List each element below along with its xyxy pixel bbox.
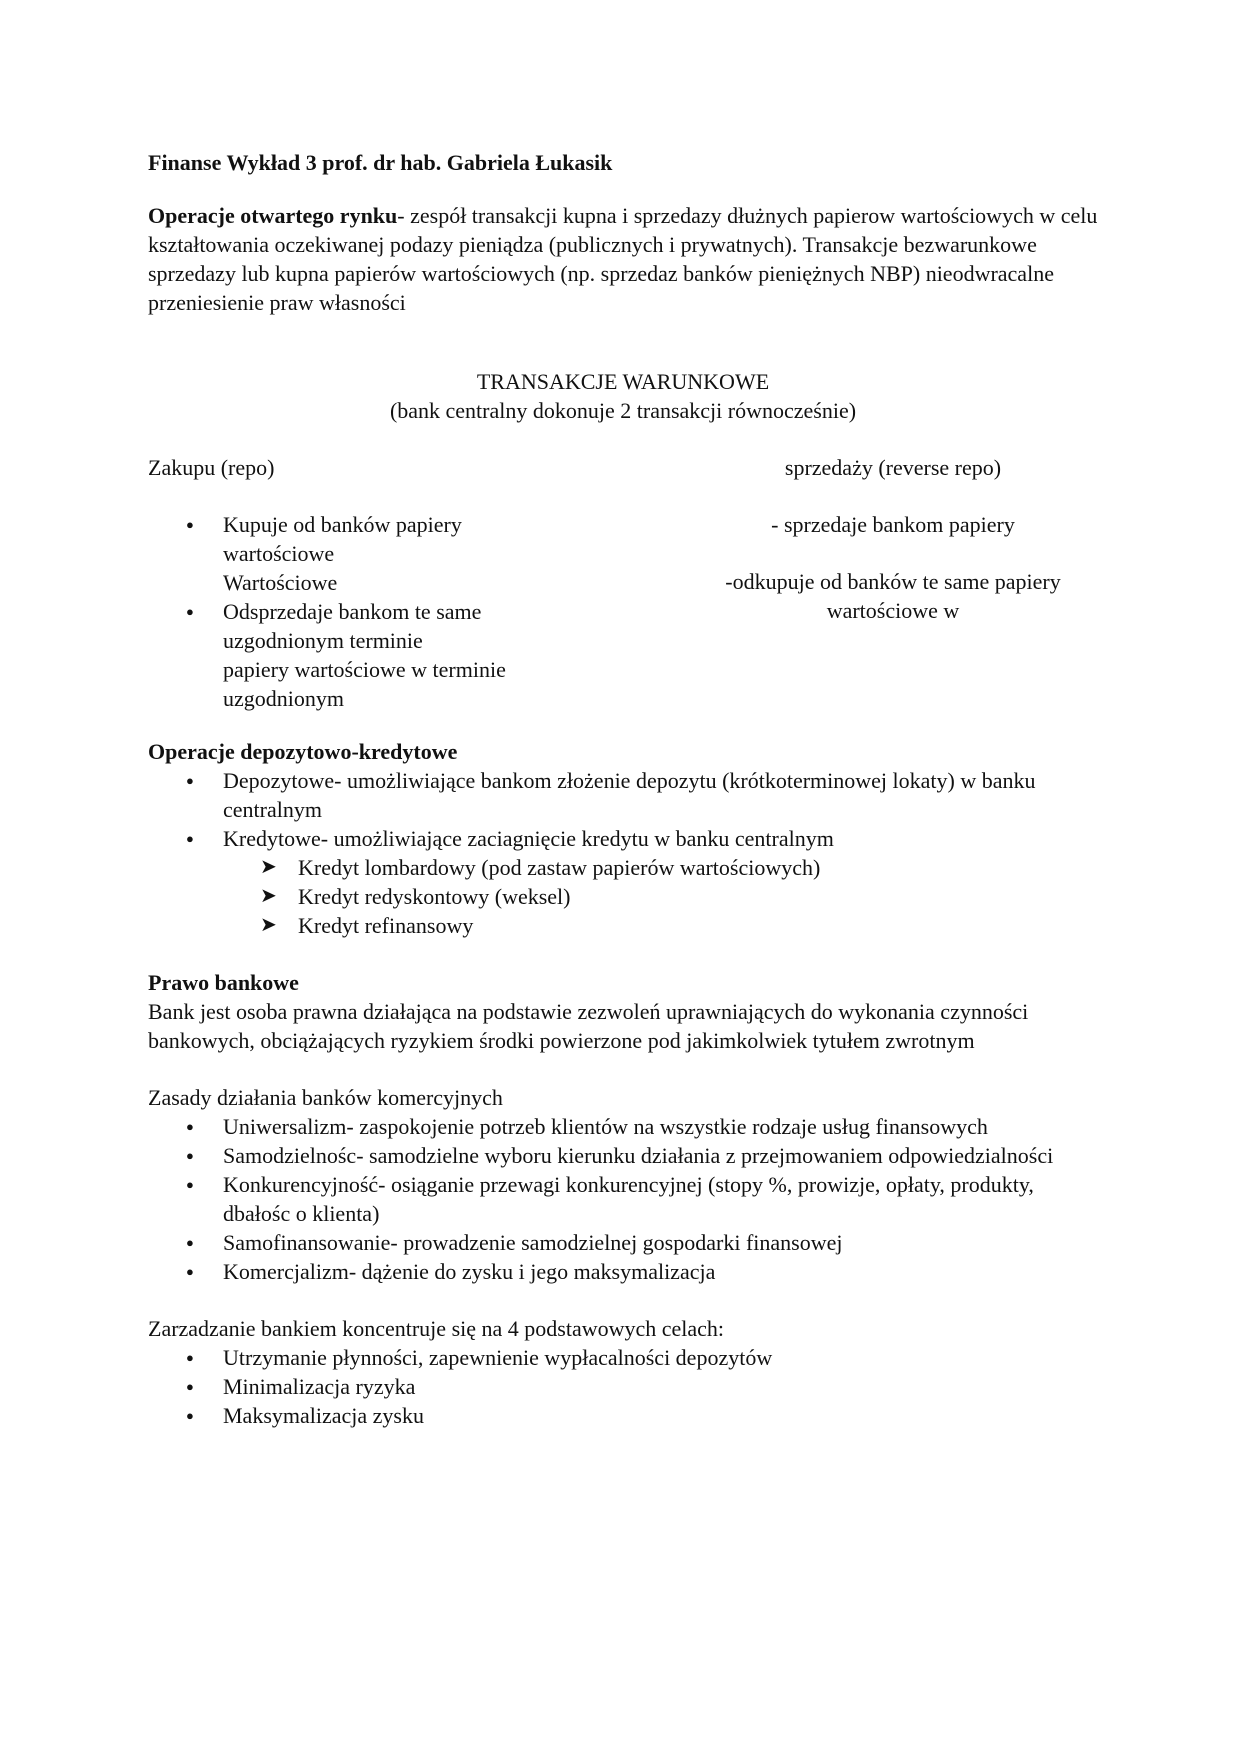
management-list [148,1343,1098,1430]
list-item: ● Odsprzedaje bankom te same uzgodnionym terminie papiery wartościowe w terminie uzgodnionym [148,597,568,713]
list-item: ● Utrzymanie płynności, zapewnienie wypłacalności depozytów [148,1343,1098,1372]
deposit-credit-list [148,766,1098,853]
conditional-subheading: (bank centralny dokonuje 2 transakcji równocześnie) [389,398,857,423]
banking-law-heading: Prawo bankowe [148,970,299,995]
list-item: ● Minimalizacja ryzyka [148,1372,1098,1401]
list-item: ● Konkurencyjność- osiąganie przewagi konkurencyjnej (stopy %, prowizje, opłaty, produkty, dbałośc o klienta) [148,1170,1098,1228]
arrow-bullet-icon: ➤ [260,914,277,936]
arrow-bullet-icon: ➤ [260,885,277,907]
principles-intro: Zasady działania banków komercyjnych [148,1085,503,1110]
list-item: ● Kupuje od banków papiery wartościowe Wartościowe [148,510,568,597]
reverse-repo-line: - sprzedaje bankom papiery [771,512,1015,537]
open-market-term: Operacje otwartego rynku [148,203,398,228]
list-item: ● Kredytowe- umożliwiające zaciagnięcie kredytu w banku centralnym [148,824,1098,853]
credit-types-list [148,853,1098,940]
document-page [148,148,1098,1430]
list-item: ● Maksymalizacja zysku [148,1401,1098,1430]
list-item: ● Samofinansowanie- prowadzenie samodzielnej gospodarki finansowej [148,1228,1098,1257]
list-item: ● Komercjalizm- dążenie do zysku i jego maksymalizacja [148,1257,1098,1286]
management-intro: Zarzadzanie bankiem koncentruje się na 4 podstawowych celach: [148,1316,725,1341]
reverse-repo-header: sprzedaży (reverse repo) [784,455,1002,480]
repo-column [148,453,568,713]
document-title: Finanse Wykład 3 prof. dr hab. Gabriela Łukasik [148,150,613,175]
list-item: ● Uniwersalizm- zaspokojenie potrzeb klientów na wszystkie rodzaje usług finansowych [148,1112,1098,1141]
open-market-paragraph [148,201,1098,317]
list-item: ● Samodzielnośc- samodzielne wyboru kierunku działania z przejmowaniem odpowiedzialności [148,1141,1098,1170]
reverse-repo-line: -odkupuje od banków te same papiery [725,569,1061,594]
list-item: ● Depozytowe- umożliwiające bankom złożenie depozytu (krótkoterminowej lokaty) w banku centralnym [148,766,1098,824]
repo-header: Zakupu (repo) [148,455,275,480]
open-market-text: - zespół transakcji kupna i sprzedazy dłużnych papierow wartościowych w celu kształtowania oczekiwanej podazy pieniądza (publicznych i prywatnych). Transakcje bezwarunkowe sprzedazy lub kupna papierów wartościowych (np. sprzedaz banków pieniężnych NBP) nieodwracalne przeniesienie praw własności [148,203,1098,315]
banking-law-text: Bank jest osoba prawna działająca na podstawie zezwoleń uprawniających do wykonania czynności bankowych, obciążających ryzykiem środki powierzone pod jakimkolwiek tytułem zwrotnym [148,999,1029,1053]
reverse-repo-column [668,453,1118,625]
list-item: ➤ Kredyt redyskontowy (weksel) [260,884,571,909]
deposit-credit-heading: Operacje depozytowo-kredytowe [148,739,458,764]
conditional-columns [148,453,1098,723]
list-item: ➤ Kredyt refinansowy [260,913,474,938]
conditional-heading: TRANSAKCJE WARUNKOWE [476,369,770,394]
reverse-repo-line: wartościowe w [826,598,960,623]
list-item: ➤ Kredyt lombardowy (pod zastaw papierów wartościowych) [260,855,821,880]
repo-list [148,510,568,713]
arrow-bullet-icon: ➤ [260,856,277,878]
principles-list [148,1112,1098,1286]
